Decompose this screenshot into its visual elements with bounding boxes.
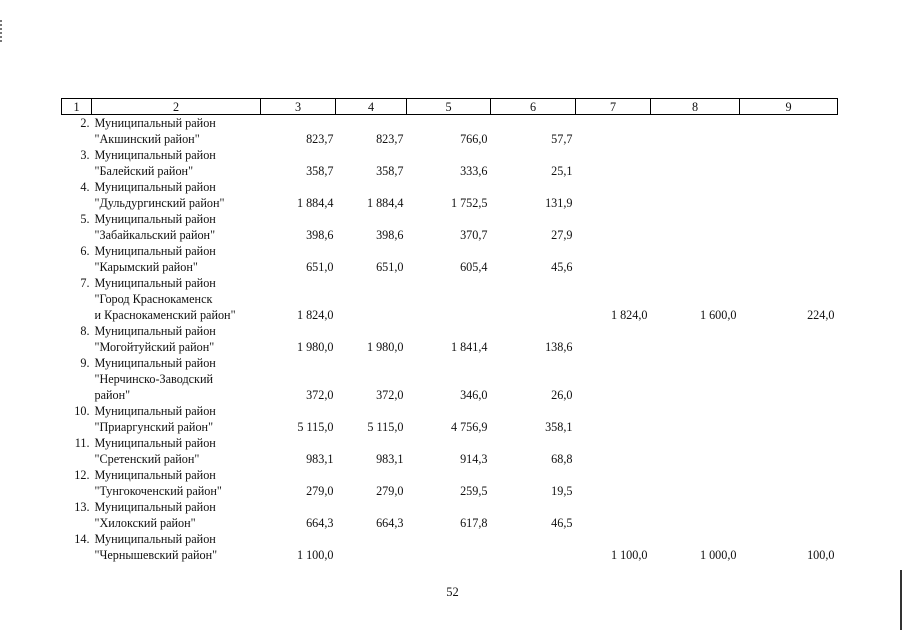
- table-row: [62, 467, 838, 499]
- district-name: Муниципальный район "Тунгокоченский район": [94, 468, 222, 498]
- table-row: [62, 211, 838, 243]
- value-cell-c7: [576, 467, 651, 499]
- value-cell-c6: 138,6: [545, 340, 573, 354]
- value-cell-c3: 1 100,0: [296, 548, 334, 562]
- value-cell-c4: [336, 275, 407, 323]
- value-cell-c9: [740, 179, 838, 211]
- row-number: 11.: [74, 436, 90, 450]
- value-cell-c4: 5 115,0: [367, 420, 404, 434]
- district-name: Муниципальный район "Чернышевский район": [94, 532, 218, 562]
- value-cell-c3: 651,0: [306, 260, 334, 274]
- value-cell-c7: [576, 323, 651, 355]
- value-cell-c6: 19,5: [551, 484, 573, 498]
- table-row: [62, 243, 838, 275]
- value-cell-c7: [576, 499, 651, 531]
- table-row: [62, 275, 838, 323]
- value-cell-c3: 372,0: [306, 388, 334, 402]
- district-name: Муниципальный район "Сретенский район": [94, 436, 216, 466]
- value-cell-c4: 983,1: [376, 452, 404, 466]
- value-cell-c6: 57,7: [551, 132, 573, 146]
- value-cell-c6: [491, 531, 576, 563]
- value-cell-c8: [651, 355, 740, 403]
- header-cell: 7: [576, 99, 651, 115]
- district-name: Муниципальный район "Балейский район": [94, 148, 216, 178]
- value-cell-c4: 1 884,4: [366, 196, 404, 210]
- page-number: 52: [446, 585, 459, 599]
- district-name: Муниципальный район "Нерчинско-Заводский район": [94, 356, 216, 402]
- value-cell-c5: 346,0: [460, 388, 488, 402]
- table-row: [62, 115, 838, 148]
- value-cell-c5: 1 841,4: [450, 340, 488, 354]
- row-number: 10.: [74, 404, 90, 418]
- value-cell-c7: [576, 211, 651, 243]
- value-cell-c9: [740, 435, 838, 467]
- district-name: Муниципальный район "Дульдургинский район": [94, 180, 225, 210]
- value-cell-c6: 27,9: [551, 228, 573, 242]
- value-cell-c4: 372,0: [376, 388, 404, 402]
- value-cell-c3: 1 980,0: [296, 340, 334, 354]
- value-cell-c8: [651, 403, 740, 435]
- value-cell-c8: [651, 243, 740, 275]
- value-cell-c4: 279,0: [376, 484, 404, 498]
- row-number: 14.: [74, 532, 90, 546]
- district-name: Муниципальный район "Приаргунский район": [94, 404, 216, 434]
- district-name: Муниципальный район "Могойтуйский район": [94, 324, 216, 354]
- row-number: 7.: [80, 276, 90, 290]
- value-cell-c9: 100,0: [807, 548, 835, 562]
- value-cell-c8: 1 000,0: [699, 548, 737, 562]
- value-cell-c9: [740, 467, 838, 499]
- value-cell-c9: [740, 147, 838, 179]
- header-cell: 8: [651, 99, 740, 115]
- value-cell-c6: 25,1: [551, 164, 573, 178]
- row-number: 8.: [80, 324, 90, 338]
- value-cell-c6: 45,6: [551, 260, 573, 274]
- value-cell-c5: 333,6: [460, 164, 488, 178]
- table-header-row: [62, 99, 838, 115]
- value-cell-c7: [576, 147, 651, 179]
- value-cell-c9: [740, 403, 838, 435]
- value-cell-c4: 664,3: [376, 516, 404, 530]
- value-cell-c5: [407, 275, 491, 323]
- value-cell-c4: 358,7: [376, 164, 404, 178]
- table-row: [62, 147, 838, 179]
- value-cell-c3: 398,6: [306, 228, 334, 242]
- value-cell-c9: 224,0: [807, 308, 835, 322]
- scan-edge-mark: [0, 20, 2, 42]
- district-name: Муниципальный район "Забайкальский район": [94, 212, 216, 242]
- value-cell-c5: [407, 531, 491, 563]
- value-cell-c9: [740, 323, 838, 355]
- value-cell-c9: [740, 499, 838, 531]
- row-number: 5.: [80, 212, 90, 226]
- value-cell-c9: [740, 211, 838, 243]
- value-cell-c3: 358,7: [306, 164, 334, 178]
- table-row: [62, 403, 838, 435]
- value-cell-c7: [576, 403, 651, 435]
- district-name: Муниципальный район "Город Краснокаменск и Краснокаменский район": [94, 276, 236, 322]
- table-row: [62, 323, 838, 355]
- value-cell-c5: 617,8: [460, 516, 488, 530]
- table-row: [62, 355, 838, 403]
- value-cell-c6: 358,1: [545, 420, 573, 434]
- value-cell-c5: 766,0: [460, 132, 488, 146]
- table-row: [62, 179, 838, 211]
- value-cell-c7: [576, 179, 651, 211]
- value-cell-c3: 279,0: [306, 484, 334, 498]
- value-cell-c9: [740, 355, 838, 403]
- row-number: 6.: [80, 244, 90, 258]
- table-row: [62, 531, 838, 563]
- value-cell-c6: 46,5: [551, 516, 573, 530]
- header-cell: 6: [491, 99, 576, 115]
- district-name: Муниципальный район "Карымский район": [94, 244, 216, 274]
- value-cell-c7: 1 824,0: [610, 308, 648, 322]
- header-cell: 1: [62, 99, 92, 115]
- value-cell-c7: 1 100,0: [610, 548, 648, 562]
- value-cell-c5: 4 756,9: [450, 420, 488, 434]
- value-cell-c3: 5 115,0: [297, 420, 334, 434]
- table-row: [62, 435, 838, 467]
- value-cell-c8: 1 600,0: [699, 308, 737, 322]
- value-cell-c8: [651, 179, 740, 211]
- value-cell-c7: [576, 115, 651, 148]
- value-cell-c5: 1 752,5: [450, 196, 488, 210]
- value-cell-c6: [491, 275, 576, 323]
- value-cell-c5: 914,3: [460, 452, 488, 466]
- header-cell: 3: [261, 99, 336, 115]
- row-number: 13.: [74, 500, 90, 514]
- value-cell-c8: [651, 467, 740, 499]
- value-cell-c3: 983,1: [306, 452, 334, 466]
- value-cell-c3: 1 824,0: [296, 308, 334, 322]
- value-cell-c5: 370,7: [460, 228, 488, 242]
- value-cell-c8: [651, 435, 740, 467]
- district-name: Муниципальный район "Акшинский район": [94, 116, 216, 146]
- header-cell: 5: [407, 99, 491, 115]
- budget-table: [61, 98, 838, 563]
- value-cell-c8: [651, 499, 740, 531]
- value-cell-c3: 664,3: [306, 516, 334, 530]
- value-cell-c4: [336, 531, 407, 563]
- value-cell-c4: 823,7: [376, 132, 404, 146]
- value-cell-c4: 398,6: [376, 228, 404, 242]
- value-cell-c3: 1 884,4: [296, 196, 334, 210]
- value-cell-c8: [651, 115, 740, 148]
- value-cell-c8: [651, 323, 740, 355]
- value-cell-c7: [576, 355, 651, 403]
- value-cell-c4: 1 980,0: [366, 340, 404, 354]
- scan-edge-line: [900, 570, 902, 630]
- value-cell-c6: 131,9: [545, 196, 573, 210]
- row-number: 4.: [80, 180, 90, 194]
- header-cell: 2: [92, 99, 261, 115]
- value-cell-c7: [576, 243, 651, 275]
- table-row: [62, 499, 838, 531]
- value-cell-c5: 605,4: [460, 260, 488, 274]
- value-cell-c6: 68,8: [551, 452, 573, 466]
- value-cell-c8: [651, 211, 740, 243]
- district-name: Муниципальный район "Хилокский район": [94, 500, 216, 530]
- value-cell-c3: 823,7: [306, 132, 334, 146]
- value-cell-c8: [651, 147, 740, 179]
- row-number: 12.: [74, 468, 90, 482]
- value-cell-c7: [576, 435, 651, 467]
- value-cell-c9: [740, 115, 838, 148]
- value-cell-c5: 259,5: [460, 484, 488, 498]
- row-number: 2.: [80, 116, 90, 130]
- row-number: 3.: [80, 148, 90, 162]
- value-cell-c4: 651,0: [376, 260, 404, 274]
- header-cell: 9: [740, 99, 838, 115]
- row-number: 9.: [80, 356, 90, 370]
- value-cell-c9: [740, 243, 838, 275]
- header-cell: 4: [336, 99, 407, 115]
- value-cell-c6: 26,0: [551, 388, 573, 402]
